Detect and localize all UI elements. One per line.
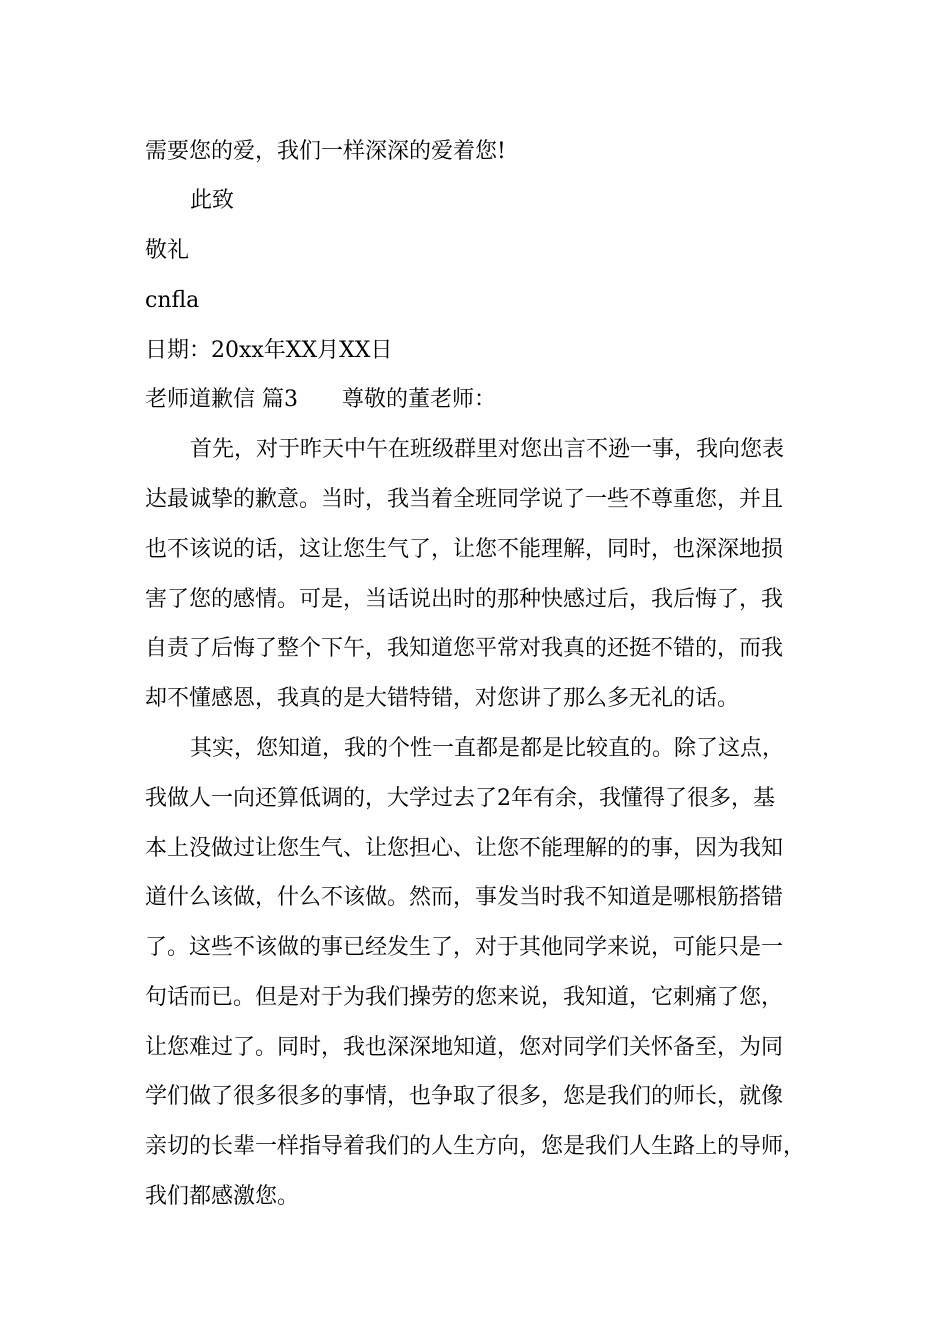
paragraph-1-line: 自责了后悔了整个下午，我知道您平常对我真的还挺不错的，而我 xyxy=(145,636,784,661)
paragraph-1-line: 达最诚挚的歉意。当时，我当着全班同学说了一些不尊重您，并且 xyxy=(145,487,784,512)
paragraph-2-line: 句话而已。但是对于为我们操劳的您来说，我知道，它刺痛了您， xyxy=(145,985,784,1010)
paragraph-1-line: 首先，对于昨天中午在班级群里对您出言不逊一事，我向您表 xyxy=(190,437,785,462)
paragraph-2-line: 我们都感激您。 xyxy=(145,1184,300,1209)
paragraph-2-line: 本上没做过让您生气、让您担心、让您不能理解的的事，因为我知 xyxy=(145,836,784,861)
paragraph-2-line: 其实，您知道，我的个性一直都是都是比较直的。除了这点， xyxy=(190,736,785,761)
paragraph-1-line: 害了您的感情。可是，当话说出时的那种快感过后，我后悔了，我 xyxy=(145,587,784,612)
closing-line: 需要您的爱，我们一样深深的爱着您! xyxy=(145,139,506,164)
date-line: 日期：20xx年XX月XX日 xyxy=(145,338,393,363)
paragraph-1-line: 也不该说的话，这让您生气了，让您不能理解，同时，也深深地损 xyxy=(145,537,784,562)
salutation-zhizhi: 此致 xyxy=(190,188,235,213)
paragraph-2-line: 了。这些不该做的事已经发生了，对于其他同学来说，可能只是一 xyxy=(145,935,784,960)
paragraph-2-line: 道什么该做，什么不该做。然而，事发当时我不知道是哪根筋搭错 xyxy=(145,885,784,910)
salutation-jingli: 敬礼 xyxy=(145,238,190,263)
letter-heading: 老师道歉信 篇3 xyxy=(145,387,298,412)
signature: cnfla xyxy=(145,288,200,313)
paragraph-2-line: 学们做了很多很多的事情，也争取了很多，您是我们的师长，就像 xyxy=(145,1084,784,1109)
paragraph-2-line: 亲切的长辈一样指导着我们的人生方向，您是我们人生路上的导师， xyxy=(145,1134,806,1159)
paragraph-1-line: 却不懂感恩，我真的是大错特错，对您讲了那么多无礼的话。 xyxy=(145,686,740,711)
paragraph-2-line: 让您难过了。同时，我也深深地知道，您对同学们关怀备至，为同 xyxy=(145,1035,784,1060)
letter-greeting: 尊敬的董老师： xyxy=(342,387,497,412)
paragraph-2-line: 我做人一向还算低调的，大学过去了2年有余，我懂得了很多，基 xyxy=(145,786,775,811)
letter-title-row xyxy=(145,385,496,415)
